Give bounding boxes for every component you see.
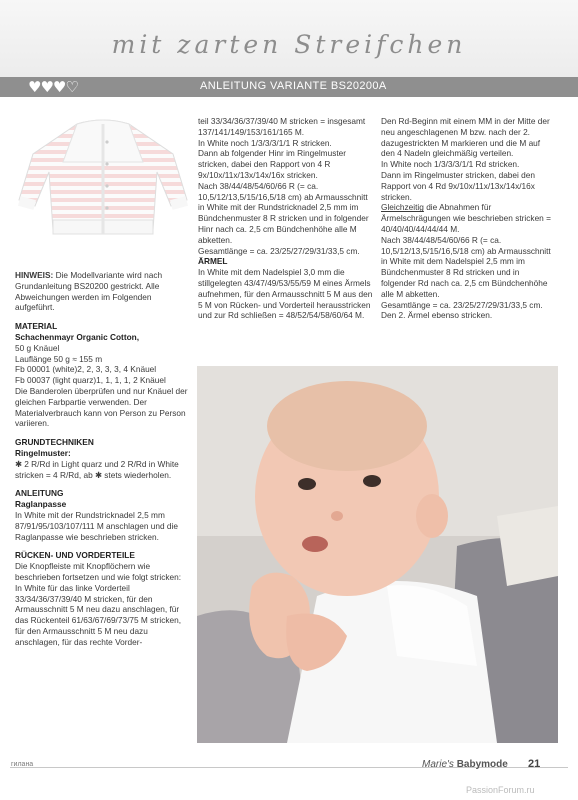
brand-script: Marie's bbox=[422, 759, 454, 770]
paragraph: Nach 38/44/48/54/60/66 R (= ca. 10,5/12/13,5/15/16,5/18 cm) ab Armausschnitt in White mit der Rundstricknadel 2,5 mm im Bündchenmuster 8 R stricken und in folgender Hinr nach ca. 2,5 cm Bündchenhöhe alle M abketten. bbox=[198, 180, 369, 245]
paragraph bbox=[381, 202, 556, 234]
material-line: 50 g Knäuel bbox=[15, 342, 60, 353]
page-title: mit zarten Streifchen bbox=[111, 30, 467, 59]
material-line: Fb 00001 (white)2, 2, 3, 3, 3, 4 Knäuel bbox=[15, 364, 157, 375]
paragraph: In White noch 1/3/3/3/1/1 R stricken. bbox=[198, 137, 332, 148]
page-number: 21 bbox=[528, 758, 541, 770]
raglanpasse-heading: Raglanpasse bbox=[15, 499, 67, 510]
ruecken-heading: RÜCKEN- UND VORDERTEILE bbox=[15, 550, 135, 561]
grundtechniken-heading: GRUNDTECHNIKEN bbox=[15, 437, 94, 448]
paragraph: Nach 38/44/48/54/60/66 R (= ca. 10,5/12/13,5/15/16,5/18 cm) ab Armausschnitt in White mit dem Nadelspiel 2,5 mm im Bündchenmuster 8 Rd stricken und in folgender Rd nach ca. 2,5 cm Bündchenhöhe alle M abketten. bbox=[381, 234, 551, 299]
paragraph: Den Rd-Beginn mit einem MM in der Mitte der neu angeschlagenen M bzw. nach der 2. dazugestrickten M markieren und die M auf den 4 Nadeln gleichmäßig verteilen. bbox=[381, 116, 550, 159]
hinweis-label: HINWEIS: bbox=[15, 270, 54, 280]
paragraph-text: die Abnahmen für Ärmelschrägungen wie beschrieben stricken = 40/40/40/44/44/44 M. bbox=[381, 202, 551, 234]
paragraph: Gesamtlänge = ca. 23/25/27/29/31/33,5 cm. bbox=[198, 245, 360, 256]
gleichzeitig-word: Gleichzeitig bbox=[381, 202, 424, 213]
baby-photo bbox=[197, 366, 558, 743]
material-line: Fb 00037 (light quarz)1, 1, 1, 1, 2 Knäuel bbox=[15, 375, 166, 386]
footer-brand bbox=[422, 759, 508, 770]
paragraph: teil 33/34/36/37/39/40 M stricken = insgesamt 137/141/149/153/161/165 M. bbox=[198, 116, 366, 137]
paragraph: Dann ab folgender Hinr im Ringelmuster stricken, dabei den Rapport von 4 R 9x/10x/11x/13x/14x/16x stricken. bbox=[198, 148, 347, 180]
aermel-heading: ÄRMEL bbox=[198, 256, 228, 267]
raglanpasse-text: In White mit der Rundstricknadel 2,5 mm 87/91/95/103/107/111 M anschlagen und die Raglanpasse wie beschrieben stricken. bbox=[15, 509, 178, 542]
material-line: Lauflänge 50 g ≈ 155 m bbox=[15, 353, 103, 364]
hinweis-paragraph bbox=[15, 270, 190, 313]
material-line: Die Banderolen überprüfen und nur Knäuel der gleichen Farbpartie verwenden. Der Materialverbrauch kann von Person zu Person variieren. bbox=[15, 385, 188, 429]
paragraph: In White mit dem Nadelspiel 3,0 mm die stillgelegten 43/47/49/53/55/59 M eines Ärmels aufnehmen, für den Armausschnitt 5 M aus den 5 M von Rücken- und Vorderteil herausstricken und zur Rd schließen = 48/52/54/58/60/64 M. bbox=[198, 267, 373, 321]
hinweis-text: Die Modellvariante wird nach Grundanleitung BS20200 gestrickt. Alle Abweichungen werden im Folgenden aufgeführt. bbox=[15, 270, 163, 313]
variant-heading: ANLEITUNG VARIANTE BS20200A bbox=[200, 80, 387, 92]
ringelmuster-heading: Ringelmuster: bbox=[15, 447, 71, 458]
watermark: PassionForum.ru bbox=[466, 785, 535, 795]
paragraph: Den 2. Ärmel ebenso stricken. bbox=[381, 310, 493, 321]
anleitung-heading: ANLEITUNG bbox=[15, 488, 64, 499]
paragraph: Gesamtlänge = ca. 23/25/27/29/31/33,5 cm. bbox=[381, 299, 543, 310]
paragraph: In White noch 1/3/3/3/1/1 Rd stricken. bbox=[381, 159, 520, 170]
material-name: Schachenmayr Organic Cotton, bbox=[15, 331, 140, 342]
ringelmuster-text: ✱ 2 R/Rd in Light quarz und 2 R/Rd in White stricken = 4 R/Rd, ab ✱ stets wiederholen. bbox=[15, 458, 179, 480]
text-column-2 bbox=[198, 116, 373, 321]
cardigan-image bbox=[15, 102, 190, 267]
material-heading: MATERIAL bbox=[15, 321, 58, 332]
ruecken-text: Die Knopfleiste mit Knopflöchern wie beschrieben fortsetzen und wie folgt stricken: In White für das linke Vorderteil 33/34/36/37/39/40 M stricken, für den Armausschnitt 5 M neu dazu anschlagen, für das Rückenteil 61/63/67/69/73/75 M stricken, für den Armausschnitt 5 M neu dazu anschlagen, für das rechte Vorder- bbox=[15, 561, 182, 647]
text-column-1 bbox=[15, 270, 190, 648]
text-column-3 bbox=[381, 116, 556, 321]
footer-left: гилана bbox=[11, 761, 34, 768]
brand-name: Babymode bbox=[456, 759, 508, 770]
paragraph: Dann im Ringelmuster stricken, dabei den Rapport von 4 Rd 9x/10x/11x/13x/14x/16x stricken. bbox=[381, 169, 536, 202]
hearts-icon: ♥♥♥♡ bbox=[28, 78, 78, 96]
